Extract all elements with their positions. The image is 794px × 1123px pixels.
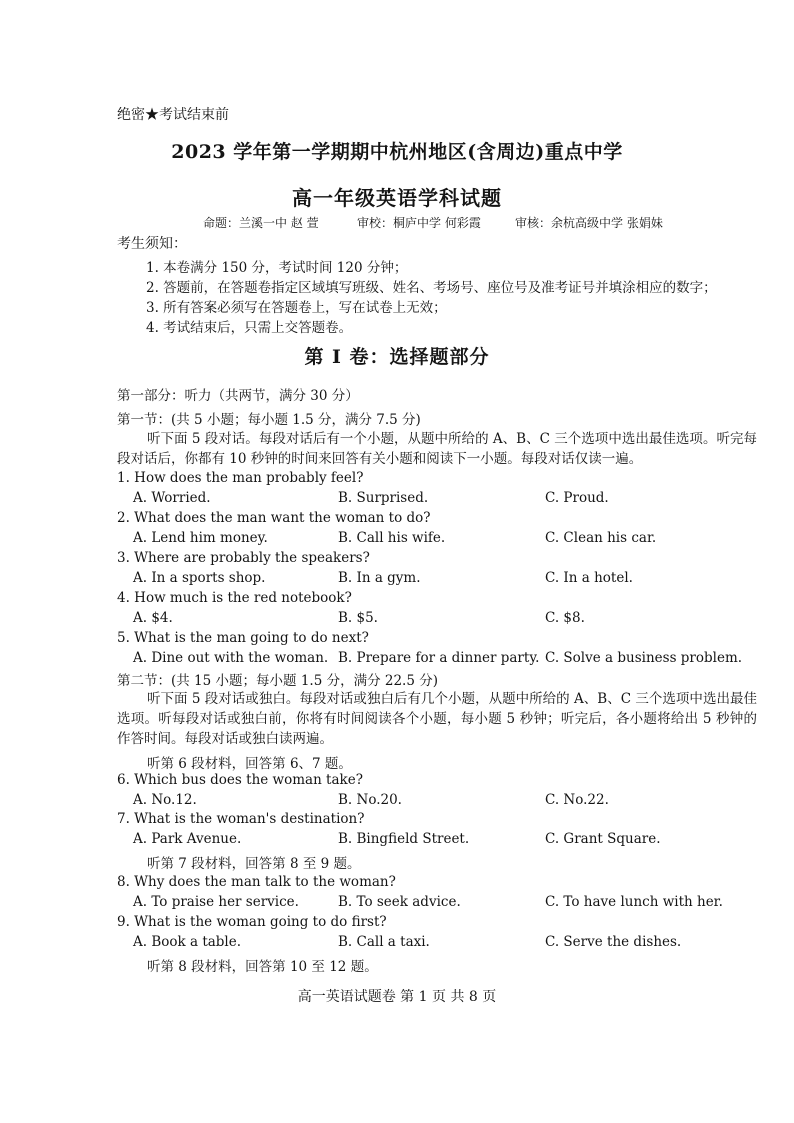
reviewer-credit: 审校：桐庐中学 何彩霞 [357,216,481,230]
part-heading: 第一部分：听力（共两节，满分 30 分） [117,388,359,404]
option-c: C. Solve a business problem. [545,650,743,666]
option-b: B. Prepare for a dinner party. [338,650,540,666]
option-a: A. Lend him money. [133,530,268,546]
option-c: C. Clean his car. [545,530,657,546]
option-a: A. $4. [133,610,173,626]
author-credit: 命题：兰溪一中 赵 萱 [203,216,319,230]
option-b: B. Surprised. [338,490,429,506]
question: 6. Which bus does the woman take? [117,772,363,788]
option-a: A. Dine out with the woman. [133,650,329,666]
exam-title: 2023 学年第一学期期中杭州地区(含周边)重点中学 [171,141,623,163]
option-b: B. Call a taxi. [338,934,430,950]
option-b: B. Bingfield Street. [338,831,470,847]
section-instructions: 听下面 5 段对话或独白。每段对话或独白后有几个小题，从题中所给的 A、B、C 三个选项中选出最佳选项。听每段对话或独白前，你将有时间阅读各个小题，每小题 5 秒钟；听完后，各小题将给出 5 秒钟的作答时间。每段对话或独白读两遍。 [117,691,757,747]
question: 8. Why does the man talk to the woman? [117,874,396,890]
material-note: 听第 7 段材料，回答第 8 至 9 题。 [147,856,361,872]
section-heading: 第二节：(共 15 小题；每小题 1.5 分，满分 22.5 分) [117,673,438,689]
option-a: A. No.12. [133,792,197,808]
option-a: A. Book a table. [133,934,242,950]
option-a: A. Worried. [133,490,211,506]
option-c: C. To have lunch with her. [545,894,723,910]
option-c: C. No.22. [545,792,609,808]
section-instructions: 听下面 5 段对话。每段对话后有一个小题，从题中所给的 A、B、C 三个选项中选出最佳选项。听完每段对话后，你都有 10 秒钟的时间来回答有关小题和阅读下一小题。每段对话仅读一遍。 [117,431,757,467]
option-c: C. Serve the dishes. [545,934,682,950]
option-c: C. $8. [545,610,585,626]
section-heading: 第一节：(共 5 小题；每小题 1.5 分，满分 7.5 分) [117,412,421,428]
option-a: A. In a sports shop. [133,570,266,586]
option-a: A. To praise her service. [133,894,299,910]
page-footer: 高一英语试题卷 第 1 页 共 8 页 [297,989,497,1005]
option-c: C. Proud. [545,490,609,506]
option-b: B. Call his wife. [338,530,446,546]
question: 1. How does the man probably feel? [117,470,364,486]
question: 5. What is the man going to do next? [117,630,369,646]
option-b: B. $5. [338,610,378,626]
option-c: C. Grant Square. [545,831,661,847]
notice-heading: 考生须知： [117,236,187,252]
notice-item: 2. 答题前，在答题卷指定区域填写班级、姓名、考场号、座位号及准考证号并填涂相应的数字； [146,280,717,296]
material-note: 听第 6 段材料，回答第 6、7 题。 [147,756,352,772]
exam-subtitle: 高一年级英语学科试题 [292,186,502,210]
confidential-label: 绝密★考试结束前 [117,107,229,123]
reviewer-credit: 审核：余杭高级中学 张娟妹 [515,216,663,230]
option-c: C. In a hotel. [545,570,633,586]
question: 3. Where are probably the speakers? [117,550,370,566]
option-b: B. To seek advice. [338,894,461,910]
option-b: B. No.20. [338,792,402,808]
question: 4. How much is the red notebook? [117,590,352,606]
option-a: A. Park Avenue. [133,831,242,847]
notice-item: 1. 本卷满分 150 分，考试时间 120 分钟； [146,260,408,276]
option-b: B. In a gym. [338,570,421,586]
question: 9. What is the woman going to do first? [117,914,387,930]
question: 2. What does the man want the woman to do? [117,510,431,526]
notice-item: 3. 所有答案必须写在答题卷上，写在试卷上无效； [146,300,447,316]
notice-item: 4. 考试结束后，只需上交答题卷。 [146,320,353,336]
question: 7. What is the woman's destination? [117,811,365,827]
material-note: 听第 8 段材料，回答第 10 至 12 题。 [147,959,378,975]
part-title: 第 I 卷：选择题部分 [304,346,490,368]
